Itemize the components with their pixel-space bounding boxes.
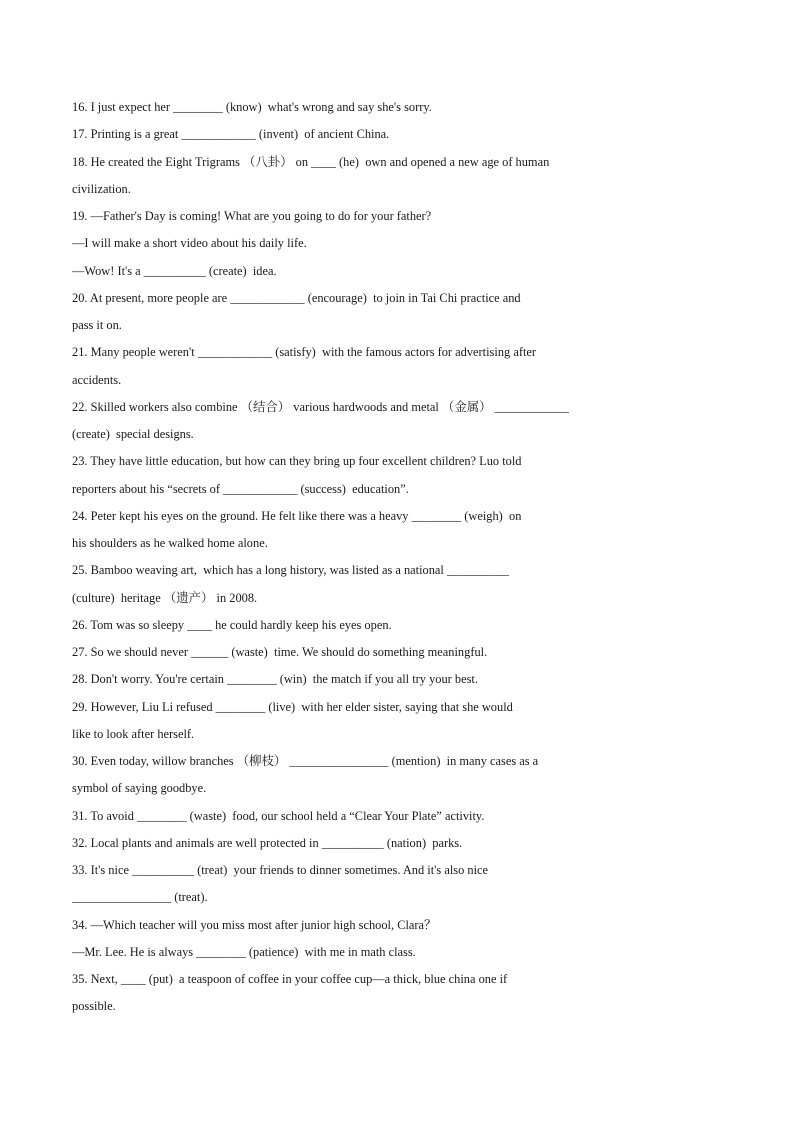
exercise-page xyxy=(72,94,722,1021)
text-line: 17. Printing is a great ____________ (invent) of ancient China. xyxy=(72,127,390,142)
text-line: 19. —Father's Day is coming! What are you going to do for your father? xyxy=(72,209,432,223)
text-line: 27. So we should never ______ (waste) time. We should do something meaningful. xyxy=(72,645,488,659)
text-line: (culture) heritage （遗产） in 2008. xyxy=(72,590,258,605)
text-line: possible. xyxy=(72,999,116,1014)
text-line: 24. Peter kept his eyes on the ground. He felt like there was a heavy ________ (weigh) on xyxy=(72,508,522,523)
text-line: 35. Next, ____ (put) a teaspoon of coffee in your coffee cup—a thick, blue china one if xyxy=(72,972,508,986)
text-line: 28. Don't worry. You're certain ________ (win) the match if you all try your best. xyxy=(72,672,478,687)
text-line: —Wow! It's a __________ (create) idea. xyxy=(72,263,277,278)
text-line: civilization. xyxy=(72,181,131,196)
text-line: 25. Bamboo weaving art, which has a long history, was listed as a national __________ xyxy=(72,563,509,578)
text-line: 33. It's nice __________ (treat) your friends to dinner sometimes. And it's also nice xyxy=(72,863,489,877)
text-line: 23. They have little education, but how can they bring up four excellent children? Luo told xyxy=(72,454,522,469)
text-line: reporters about his “secrets of ____________ (success) education”. xyxy=(72,481,409,496)
text-line: —Mr. Lee. He is always ________ (patience) with me in math class. xyxy=(72,944,416,959)
text-line: 22. Skilled workers also combine （结合） various hardwoods and metal （金属） ____________ xyxy=(72,399,569,414)
text-line: 31. To avoid ________ (waste) food, our school held a “Clear Your Plate” activity. xyxy=(72,808,485,823)
text-line: 21. Many people weren't ____________ (satisfy) with the famous actors for advertising after xyxy=(72,345,537,360)
text-line: 29. However, Liu Li refused ________ (live) with her elder sister, saying that she would xyxy=(72,699,513,714)
text-line: his shoulders as he walked home alone. xyxy=(72,536,268,550)
text-line: 26. Tom was so sleepy ____ he could hardly keep his eyes open. xyxy=(72,617,392,632)
text-line: 18. He created the Eight Trigrams （八卦） on ____ (he) own and opened a new age of human xyxy=(72,154,550,169)
text-line: 30. Even today, willow branches （柳枝） ________________ (mention) in many cases as a xyxy=(72,754,539,768)
text-line: 16. I just expect her ________ (know) what's wrong and say she's sorry. xyxy=(72,100,432,114)
text-line: like to look after herself. xyxy=(72,726,195,741)
text-line: 20. At present, more people are ____________ (encourage) to join in Tai Chi practice and xyxy=(72,290,521,305)
text-line: accidents. xyxy=(72,372,122,387)
text-line: —I will make a short video about his daily life. xyxy=(72,236,307,251)
text-line: pass it on. xyxy=(72,318,122,332)
text-line: symbol of saying goodbye. xyxy=(72,781,207,796)
text-line: ________________ (treat). xyxy=(72,890,208,905)
text-line: 34. —Which teacher will you miss most after junior high school, Clara？ xyxy=(72,917,437,932)
text-line: 32. Local plants and animals are well protected in __________ (nation) parks. xyxy=(72,835,463,850)
text-line: (create) special designs. xyxy=(72,427,194,441)
